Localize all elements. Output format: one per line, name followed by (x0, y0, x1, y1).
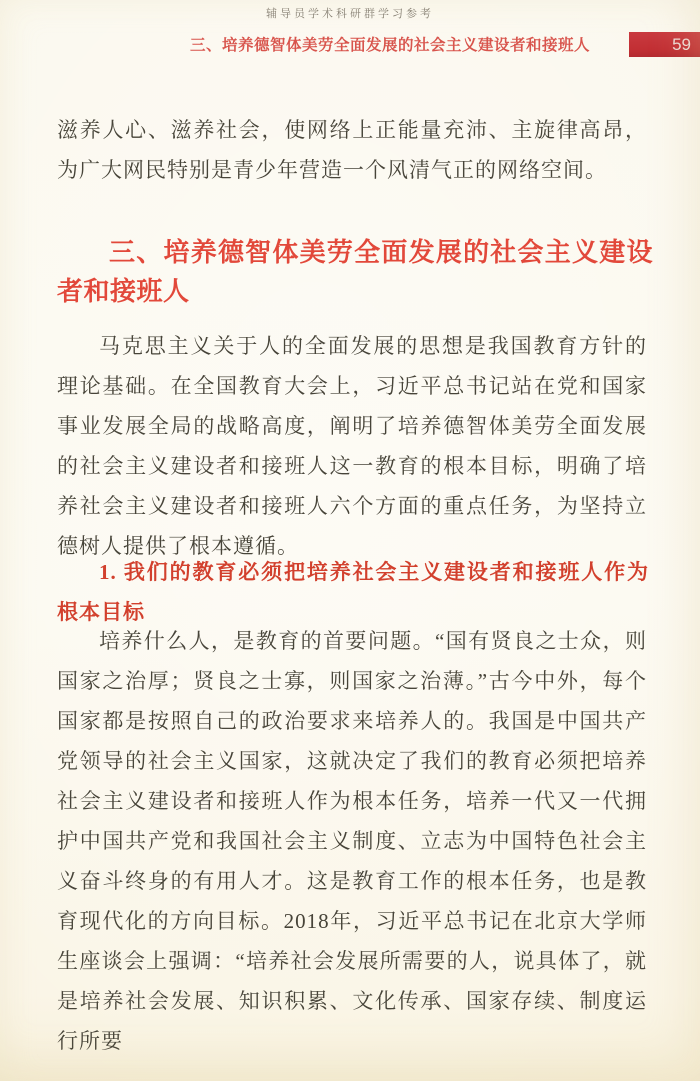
running-head-title: 三、培养德智体美劳全面发展的社会主义建设者和接班人 (189, 37, 590, 54)
paragraph-marxism: 马克思主义关于人的全面发展的思想是我国教育方针的理论基础。在全国教育大会上，习近平总书记站在党和国家事业发展全局的战略高度，阐明了培养德智体美劳全面发展的社会主义建设者和接班人这一教育的根本目标，明确了培养社会主义建设者和接班人六个方面的重点任务，为坚持立德树人提供了根本遵循。 (57, 334, 647, 558)
subsection-heading: 1. 我们的教育必须把培养社会主义建设者和接班人作为根本目标 (57, 560, 649, 624)
section-heading: 三、培养德智体美劳全面发展的社会主义建设者和接班人 (57, 237, 653, 306)
page-number-badge (629, 32, 700, 57)
paragraph-intro-continuation: 滋养人心、滋养社会，使网络上正能量充沛、主旋律高昂，为广大网民特别是青少年营造一个风清气正的网络空间。 (57, 118, 647, 182)
page-number: 59 (672, 35, 691, 54)
paragraph-cultivation: 培养什么人，是教育的首要问题。“国有贤良之士众，则国家之治厚；贤良之士寡，则国家之治薄。”古今中外，每个国家都是按照自己的政治要求来培养人的。我国是中国共产党领导的社会主义国家，这就决定了我们的教育必须把培养社会主义建设者和接班人作为根本任务，培养一代又一代拥护中国共产党和我国社会主义制度、立志为中国特色社会主义奋斗终身的有用人才。这是教育工作的根本任务，也是教育现代化的方向目标。2018年，习近平总书记在北京大学师生座谈会上强调：“培养社会发展所需要的人，说具体了，就是培养社会发展、知识积累、文化传承、国家存续、制度运行所要 (57, 629, 647, 1053)
watermark-text: 辅导员学术科研群学习参考 (266, 7, 434, 20)
